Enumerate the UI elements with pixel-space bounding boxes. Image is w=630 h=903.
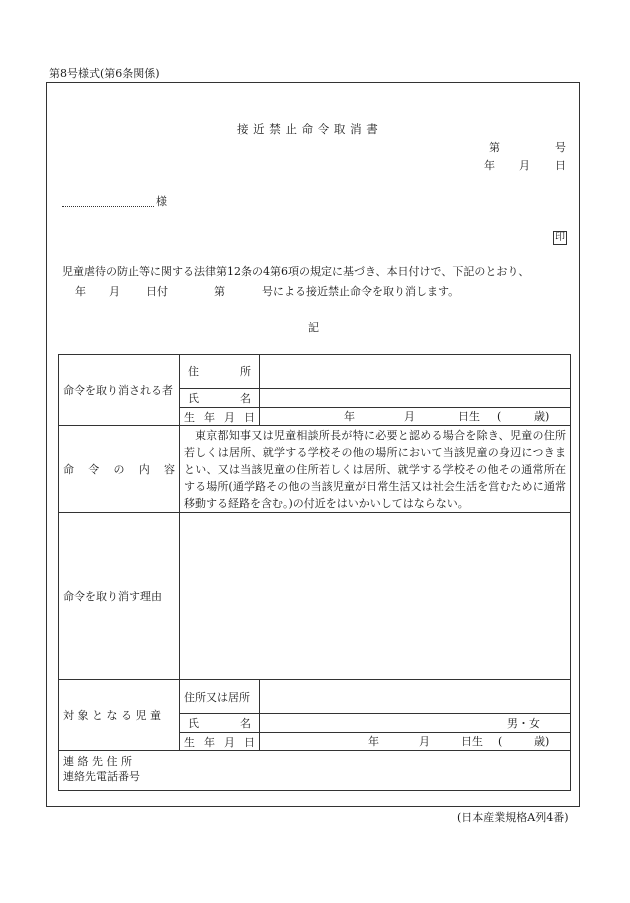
order-label-char-5: 容	[164, 463, 175, 476]
revoked-name-field[interactable]	[260, 389, 571, 408]
number-go: 号	[555, 141, 566, 154]
revoked-dob-open: (	[497, 410, 502, 423]
child-name-char-1: 氏	[188, 717, 199, 730]
name-label-char-2: 名	[240, 392, 251, 405]
child-dob-open: (	[498, 735, 503, 748]
revoked-person-label: 命令を取り消される者	[59, 355, 180, 426]
target-child-label: 対 象 と な る 児 童	[59, 680, 180, 751]
revoked-address-field[interactable]	[260, 355, 571, 389]
document-title: 接 近 禁 止 命 令 取 消 書	[237, 122, 379, 136]
address-label-char-1: 住	[188, 365, 199, 378]
order-content-row	[59, 426, 571, 513]
order-content-text: 東京都知事又は児童相談所長が特に必要と認める場合を除き、児童の住所若しくは居所、就学する学校その他の場所において当該児童の身辺につきまとい、又は当該児童の住所若しくは居所、就学する学校その他その通常所在する場所(通学路その他の当該児童が日常生活又は社会生活を営むために通常移動する経路を含む。)の付近をはいかいしてはならない。	[180, 426, 571, 513]
issue-month: 月	[519, 159, 530, 172]
child-dob-char-4: 日	[244, 735, 255, 749]
child-dob-field[interactable]	[260, 733, 571, 751]
order-label-char-3: の	[113, 463, 125, 476]
seal-mark: 印	[555, 232, 565, 243]
body-line-1: 児童虐待の防止等に関する法律第12条の4第6項の規定に基づき、本日付けで、下記のとおり、	[62, 265, 530, 278]
form-table	[58, 354, 571, 791]
child-name-label	[180, 714, 260, 733]
child-dob-year: 年	[368, 735, 379, 748]
form-label: 第8号様式(第6条関係)	[49, 67, 160, 80]
footer-standard: (日本産業規格A列4番)	[457, 811, 569, 824]
issue-day: 日	[555, 159, 566, 172]
revoked-name-label	[180, 389, 260, 408]
contact-address-label: 連 絡 先 住 所	[63, 755, 132, 768]
order-content-label	[59, 426, 180, 513]
child-dob-char-2: 年	[204, 735, 215, 749]
dob-label-char-3: 月	[224, 410, 235, 424]
child-dob-month: 月	[419, 735, 430, 748]
revoked-dob-year: 年	[344, 410, 355, 423]
name-label-char-1: 氏	[188, 392, 199, 405]
child-dob-day: 日生	[461, 735, 483, 748]
child-dob-char-3: 月	[224, 735, 235, 749]
contact-row	[59, 751, 571, 791]
number-dai: 第	[489, 141, 500, 154]
body-line-2-rest: 号による接近禁止命令を取り消します。	[262, 285, 460, 298]
body-line-2-dai: 第	[214, 285, 225, 298]
ki-heading: 記	[308, 321, 319, 334]
child-dob-char-1: 生	[184, 735, 195, 749]
dob-label-char-4: 日	[244, 410, 255, 424]
addressee-blank	[62, 197, 154, 207]
child-address-label: 住所又は居所	[180, 680, 260, 714]
issue-year: 年	[484, 159, 495, 172]
child-dob-label	[180, 733, 260, 751]
dob-label-char-1: 生	[184, 410, 195, 424]
revoked-dob-age: 歳)	[534, 410, 550, 423]
reason-row	[59, 513, 571, 680]
reason-label: 命令を取り消す理由	[59, 513, 180, 680]
revoked-dob-field[interactable]	[260, 408, 571, 426]
addressee-suffix: 様	[156, 195, 167, 208]
child-address-field[interactable]	[260, 680, 571, 714]
revoked-address-label	[180, 355, 260, 389]
contact-cell[interactable]	[59, 751, 571, 791]
contact-phone-label: 連絡先電話番号	[63, 770, 140, 783]
child-name-field[interactable]	[260, 714, 571, 733]
body-line-2-month: 月	[109, 285, 120, 298]
address-label-char-2: 所	[240, 365, 251, 378]
child-dob-age: 歳)	[534, 735, 550, 748]
body-line-2-day: 日付	[146, 285, 168, 298]
addressee-line	[62, 196, 167, 207]
reason-field[interactable]	[180, 513, 571, 680]
dob-label-char-2: 年	[204, 410, 215, 424]
order-label-char-2: 令	[88, 463, 100, 476]
body-line-2-year: 年	[75, 285, 86, 298]
revoked-address-row	[59, 355, 571, 389]
child-sex-value[interactable]: 男・女	[507, 717, 540, 730]
order-label-char-4: 内	[138, 463, 150, 476]
revoked-dob-label	[180, 408, 260, 426]
revoked-dob-day: 日生	[458, 410, 480, 423]
child-address-row	[59, 680, 571, 714]
revoked-dob-month: 月	[404, 410, 415, 423]
child-name-char-2: 名	[240, 717, 251, 730]
order-label-char-1: 命	[63, 463, 74, 476]
